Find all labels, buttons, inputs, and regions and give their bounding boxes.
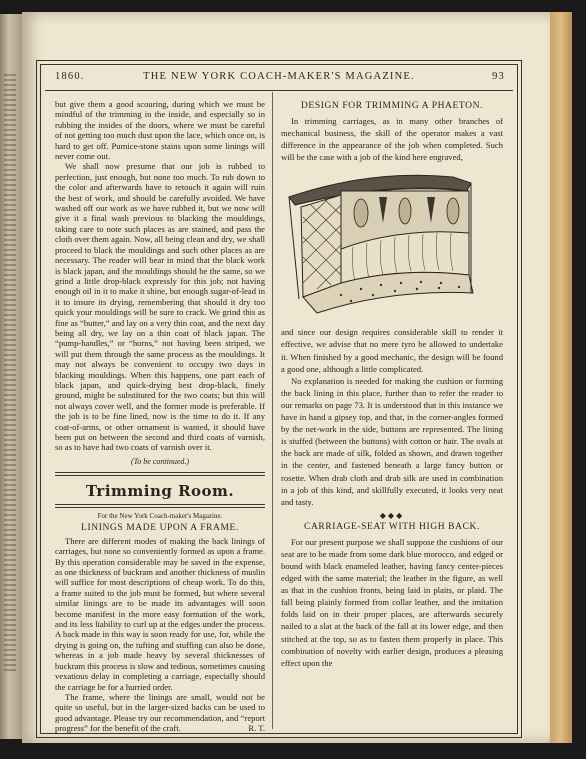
article-title: CARRIAGE-SEAT WITH HIGH BACK. [304,521,480,532]
article-credit: For the New York Coach-maker's Magazine. [97,511,223,520]
page-frame-inner [40,64,518,734]
facing-page-bleed [4,74,16,674]
paragraph: but give them a good scouring, during which we must be mindful of the trimming in the inside, and especially so in rubbing the insides of the doors, where we must be careful of not getting too much dust upon the lace, which once on, is hard to get off. Pumice-stone stains upon some linings will never come out. [55,99,265,162]
author-initials: R. T. [248,723,265,734]
running-head [41,69,517,87]
section-rule [55,504,265,508]
paragraph: No explanation is needed for making the cushion or forming the back lining in this place, further than to refer the reader to our remarks on page 73. It is understood that in this instance we have in hand a gipsey top, and that, in the corner-angles formed by the net-work in the side, buttons are represented. The lining is stuffed (between the buttons) with cotton or hair. The ovals at the back are made of silk, folded as shown, and drawn together in the center, and fastened beneath a large fancy button or rosette. When drab cloth and drab silk are used in combination in a job of this kind, and skillfully executed, it looks very neat and tasty. [281,375,503,507]
right-column [281,99,503,669]
left-column [55,99,265,734]
article-title: DESIGN FOR TRIMMING A PHAETON. [300,101,484,111]
continued-note: (To be continued.) [130,456,190,466]
paragraph: and since our design requires considerable skill to render it effective, we advise that no mere tyro be allowed to undertake it. When finished by a good mechanic, the design will be found a good one, although a little complicated. [281,327,503,374]
page-frame [36,60,522,738]
phaeton-trimming-engraving [281,167,481,317]
article-title: LININGS MADE UPON A FRAME. [81,522,239,533]
section-rule [55,472,265,476]
paragraph: There are different modes of making the back linings of carriages, but none so conveniently formed as upon a frame. By this operation considerable may be saved in the expense, as one thickness of buckram and another thickness of muslin will suffice for most descriptions of cheap work. To do this, a frame suited to the job must be formed, but where several similar linings are to be made its advantages will soon become manifest in the more easy formation of the work, and its less liability to curl up at the edges under the process. A back made in this way is soon ready for use, for, while the drying is going on, the tufting and stuffing can also be done, whereas in a job made heavy by several thicknesses of buckram this process is slow and tedious, sometimes causing vexatious delay in completing a carriage, especially should the carriage be for a hurried order. [55,535,265,692]
header-rule [45,90,513,91]
header-title: THE NEW YORK COACH-MAKER'S MAGAZINE. [143,71,415,82]
paragraph [55,692,265,734]
paragraph: In trimming carriages, as in many other branches of mechanical business, the skill of the operator makes a vast difference in the appearance of the job when completed. Such will be the case with a job of the kind here engraved, [281,116,503,163]
page-number: 93 [492,71,505,82]
paragraph: For our present purpose we shall suppose the cushions of our seat are to be made from some dark blue morocco, and edged or bound with black enameled leather, having fancy center-pieces edged with the same material; the leather in the figure, as well as that in the cushion fronts, being laid in plaits, or plaid. The fall being plainly formed from collar leather, and the imitation folds laid on in their proper places, are afterwards securely nailed to a slat at the back of the fall at its lower edge, and then stitched at the top, so as to fasten them properly in place. This combination of novelty with earlier design, produces a pleasing effect upon the [281,536,503,668]
column-divider [272,92,273,729]
book-edge-right [550,12,572,743]
paragraph-text: The frame, where the linings are small, would not be quite so useful, but in the larger-sized backs can be used to good advantage. Please try our recommendation, and “report progress” for the benefit of the craft. [55,691,265,734]
section-heading: Trimming Room. [85,481,235,500]
magazine-page [22,12,550,743]
header-year: 1860. [55,71,85,82]
book-spine-left [0,14,22,739]
section-ornament: ◆◆◆ [379,510,405,520]
paragraph: We shall now presume that our job is rubbed to perfection, just enough, but none too much. To rub down to the color and afterwards have to retouch it again will ruin the best of work, and should be carefully avoided. We have washed off our work as we have rubbed it, but we now will give it a final wash previous to blacking the mouldings, taking care to note such places as are stained, and pass the cloth over them again. Now, all being clean and dry, we shall proceed to black the mouldings and such other places as are necessary. The reader will bear in mind that the black work is black japan, and the mouldings should be the same, so we grind a little drop-black expressly for this job; not having enough oil in it to make it shine, but enough sugar-of-lead in it to insure its drying, remembering that should it dry too quick your mouldings will be sure to crack. We grind this as fine as “butter,” and lay on a very thin coat, and the next day being all dry, we lay on a thin coat of black japan. The “pump-handles,” or “horns,” not having been striped, we will put them through the same process as the mouldings. It may not always be convenient to occupy two days in blacking mouldings. When this happens, one part each of black japan, and quick-drying best drop-black, finely ground, might be substituted for the two coats; but this will not always cover well, and the former mode is preferable. If the job is to be fine lined, now is the time to do it. If any coat-of-arms, or other ornament is wanted, it should have been put on between the second and third coats of varnish, so as to have had two coats of varnish over it. [55,161,265,453]
